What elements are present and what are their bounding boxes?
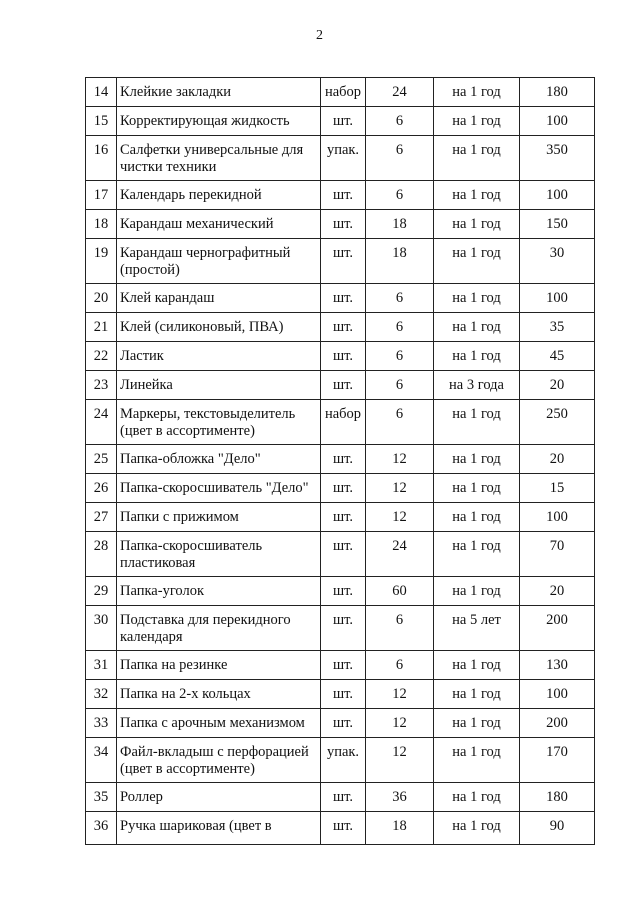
period-cell: на 1 год [434,474,520,503]
item-name-cell: Папка на 2-х кольцах [117,680,321,709]
item-name-cell: Папка с арочным механизмом [117,709,321,738]
row-number-cell: 29 [86,577,117,606]
period-cell: на 1 год [434,680,520,709]
table-row [86,78,595,107]
price-cell: 200 [520,709,595,738]
unit-cell: шт. [321,474,366,503]
table-row [86,239,595,284]
price-cell: 35 [520,313,595,342]
price-cell: 20 [520,445,595,474]
period-cell: на 1 год [434,738,520,783]
unit-cell: упак. [321,136,366,181]
table-row [86,532,595,577]
unit-cell: шт. [321,107,366,136]
table-row [86,709,595,738]
unit-cell: шт. [321,284,366,313]
price-cell: 170 [520,738,595,783]
page-number: 2 [316,28,323,43]
unit-cell: шт. [321,532,366,577]
row-number-cell: 25 [86,445,117,474]
item-name-cell: Линейка [117,371,321,400]
quantity-cell: 12 [366,503,434,532]
item-name-cell: Файл-вкладыш с перфорацией (цвет в ассортименте) [117,738,321,783]
table-row [86,445,595,474]
table-row [86,680,595,709]
quantity-cell: 12 [366,680,434,709]
price-cell: 100 [520,181,595,210]
quantity-cell: 6 [366,606,434,651]
row-number-cell: 32 [86,680,117,709]
quantity-cell: 18 [366,239,434,284]
table-row [86,136,595,181]
price-cell: 70 [520,532,595,577]
unit-cell: набор [321,400,366,445]
period-cell: на 1 год [434,783,520,812]
unit-cell: шт. [321,812,366,845]
price-cell: 130 [520,651,595,680]
item-name-cell: Папка-обложка "Дело" [117,445,321,474]
quantity-cell: 6 [366,181,434,210]
table-row [86,313,595,342]
item-name-cell: Клейкие закладки [117,78,321,107]
price-cell: 100 [520,284,595,313]
table-row [86,210,595,239]
quantity-cell: 36 [366,783,434,812]
unit-cell: шт. [321,181,366,210]
item-name-cell: Папка-скоросшиватель "Дело" [117,474,321,503]
quantity-cell: 6 [366,136,434,181]
unit-cell: шт. [321,651,366,680]
period-cell: на 1 год [434,532,520,577]
item-name-cell: Карандаш чернографитный (простой) [117,239,321,284]
table-row [86,503,595,532]
item-name-cell: Маркеры, текстовыделитель (цвет в ассортименте) [117,400,321,445]
table-row [86,738,595,783]
quantity-cell: 6 [366,651,434,680]
unit-cell: упак. [321,738,366,783]
item-name-cell: Салфетки универсальные для чистки техники [117,136,321,181]
period-cell: на 1 год [434,651,520,680]
period-cell: на 1 год [434,812,520,845]
quantity-cell: 6 [366,400,434,445]
price-cell: 90 [520,812,595,845]
price-cell: 100 [520,107,595,136]
unit-cell: шт. [321,503,366,532]
quantity-cell: 24 [366,532,434,577]
quantity-cell: 18 [366,210,434,239]
price-cell: 180 [520,78,595,107]
quantity-cell: 12 [366,738,434,783]
row-number-cell: 26 [86,474,117,503]
table-row [86,284,595,313]
period-cell: на 1 год [434,400,520,445]
price-cell: 350 [520,136,595,181]
table-row [86,577,595,606]
item-name-cell: Папки с прижимом [117,503,321,532]
quantity-cell: 12 [366,709,434,738]
unit-cell: шт. [321,239,366,284]
table-row [86,107,595,136]
row-number-cell: 23 [86,371,117,400]
period-cell: на 1 год [434,342,520,371]
item-name-cell: Ластик [117,342,321,371]
row-number-cell: 28 [86,532,117,577]
row-number-cell: 35 [86,783,117,812]
price-cell: 45 [520,342,595,371]
row-number-cell: 24 [86,400,117,445]
period-cell: на 1 год [434,445,520,474]
row-number-cell: 17 [86,181,117,210]
price-cell: 100 [520,503,595,532]
unit-cell: шт. [321,371,366,400]
price-cell: 100 [520,680,595,709]
row-number-cell: 27 [86,503,117,532]
item-name-cell: Ручка шариковая (цвет в [117,812,321,845]
table-row [86,606,595,651]
price-cell: 20 [520,371,595,400]
item-name-cell: Роллер [117,783,321,812]
unit-cell: шт. [321,445,366,474]
unit-cell: шт. [321,783,366,812]
item-name-cell: Папка-скоросшиватель пластиковая [117,532,321,577]
table-row [86,400,595,445]
price-cell: 250 [520,400,595,445]
price-cell: 20 [520,577,595,606]
row-number-cell: 14 [86,78,117,107]
period-cell: на 1 год [434,78,520,107]
row-number-cell: 18 [86,210,117,239]
table-row [86,371,595,400]
quantity-cell: 6 [366,371,434,400]
period-cell: на 1 год [434,577,520,606]
row-number-cell: 34 [86,738,117,783]
item-name-cell: Подставка для перекидного календаря [117,606,321,651]
item-name-cell: Папка-уголок [117,577,321,606]
table-row [86,812,595,845]
unit-cell: шт. [321,210,366,239]
item-name-cell: Клей карандаш [117,284,321,313]
period-cell: на 5 лет [434,606,520,651]
quantity-cell: 6 [366,342,434,371]
row-number-cell: 33 [86,709,117,738]
item-name-cell: Корректирующая жидкость [117,107,321,136]
quantity-cell: 24 [366,78,434,107]
table-row [86,783,595,812]
row-number-cell: 21 [86,313,117,342]
unit-cell: шт. [321,680,366,709]
supplies-table [85,77,595,845]
unit-cell: шт. [321,606,366,651]
period-cell: на 1 год [434,503,520,532]
item-name-cell: Папка на резинке [117,651,321,680]
period-cell: на 1 год [434,709,520,738]
period-cell: на 3 года [434,371,520,400]
row-number-cell: 15 [86,107,117,136]
quantity-cell: 6 [366,284,434,313]
quantity-cell: 12 [366,474,434,503]
period-cell: на 1 год [434,107,520,136]
item-name-cell: Клей (силиконовый, ПВА) [117,313,321,342]
row-number-cell: 36 [86,812,117,845]
quantity-cell: 6 [366,313,434,342]
period-cell: на 1 год [434,181,520,210]
quantity-cell: 60 [366,577,434,606]
price-cell: 180 [520,783,595,812]
item-name-cell: Карандаш механический [117,210,321,239]
unit-cell: шт. [321,313,366,342]
row-number-cell: 16 [86,136,117,181]
unit-cell: шт. [321,577,366,606]
row-number-cell: 30 [86,606,117,651]
price-cell: 200 [520,606,595,651]
row-number-cell: 20 [86,284,117,313]
quantity-cell: 12 [366,445,434,474]
period-cell: на 1 год [434,313,520,342]
price-cell: 15 [520,474,595,503]
unit-cell: набор [321,78,366,107]
unit-cell: шт. [321,342,366,371]
table-row [86,651,595,680]
supplies-table-body [86,78,595,845]
price-cell: 30 [520,239,595,284]
quantity-cell: 6 [366,107,434,136]
period-cell: на 1 год [434,210,520,239]
table-row [86,181,595,210]
unit-cell: шт. [321,709,366,738]
row-number-cell: 19 [86,239,117,284]
row-number-cell: 31 [86,651,117,680]
item-name-cell: Календарь перекидной [117,181,321,210]
table-row [86,474,595,503]
period-cell: на 1 год [434,239,520,284]
quantity-cell: 18 [366,812,434,845]
table-row [86,342,595,371]
price-cell: 150 [520,210,595,239]
period-cell: на 1 год [434,284,520,313]
period-cell: на 1 год [434,136,520,181]
row-number-cell: 22 [86,342,117,371]
